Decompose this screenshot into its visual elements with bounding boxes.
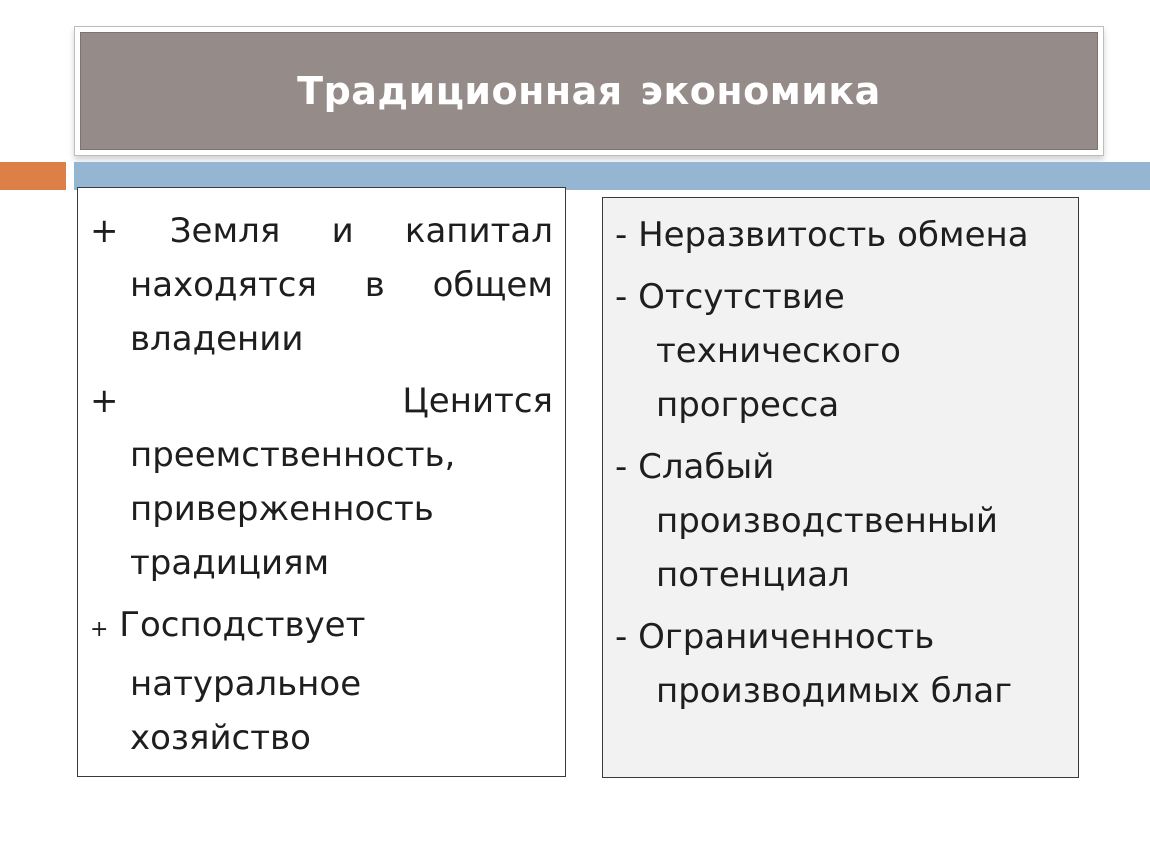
plus-marker: + — [90, 211, 119, 251]
word: и — [331, 211, 354, 251]
disadvantage-line: прогресса — [656, 385, 840, 425]
word: в — [364, 265, 385, 305]
disadvantage-line: - Отсутствие — [615, 277, 845, 317]
disadvantage-line: потенциал — [656, 555, 850, 595]
advantage-item — [90, 374, 553, 590]
slide-title: Традиционная экономика — [297, 69, 881, 113]
disadvantage-line: производимых благ — [656, 671, 1013, 711]
disadvantage-item — [615, 208, 1068, 262]
advantage-line — [90, 598, 553, 657]
advantage-line: традициям — [130, 543, 330, 583]
advantage-line: приверженность — [130, 489, 434, 529]
title-frame — [74, 26, 1104, 156]
accent-bar-orange — [0, 162, 66, 190]
word: находятся — [130, 265, 317, 305]
word: Господствует — [119, 605, 366, 645]
advantage-line: преемственность, — [130, 435, 456, 475]
disadvantage-line: - Ограниченность — [615, 617, 935, 657]
disadvantage-line: технического — [656, 331, 901, 371]
disadvantage-line: производственный — [656, 501, 998, 541]
title-box — [80, 32, 1098, 150]
advantage-line — [90, 374, 553, 428]
disadvantage-line: - Неразвитость обмена — [615, 215, 1029, 255]
advantage-line: хозяйство — [130, 718, 311, 758]
advantages-box — [77, 187, 566, 777]
plus-marker: + — [90, 381, 119, 421]
disadvantage-item — [615, 440, 1068, 602]
advantage-item — [90, 204, 553, 366]
word: Земля — [169, 211, 281, 251]
advantage-item — [90, 598, 553, 765]
disadvantage-line: - Слабый — [615, 447, 775, 487]
advantage-line — [130, 258, 553, 312]
word: общем — [432, 265, 553, 305]
advantage-line: владении — [130, 319, 304, 359]
disadvantage-item — [615, 610, 1068, 718]
advantage-line: натуральное — [130, 664, 362, 704]
disadvantages-box — [602, 197, 1079, 778]
word: Ценится — [402, 381, 553, 421]
advantage-line — [90, 204, 553, 258]
word: капитал — [404, 211, 553, 251]
plus-marker: + — [90, 617, 109, 642]
accent-bar-blue — [74, 162, 1150, 190]
disadvantage-item — [615, 270, 1068, 432]
